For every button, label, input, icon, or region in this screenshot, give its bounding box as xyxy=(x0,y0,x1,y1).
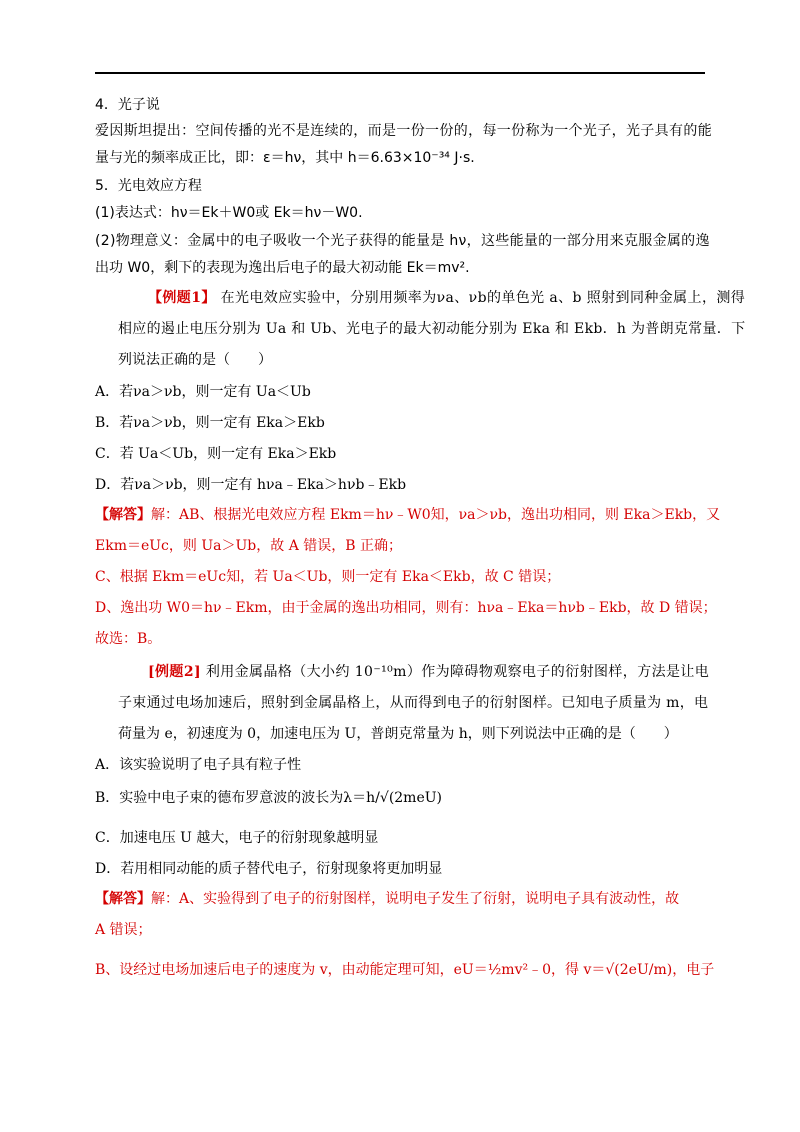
example-1-tag: 【例题1】 xyxy=(148,290,216,306)
example-1-solution-4: D、逸出功 W0＝hν﹣Ekm，由于金属的逸出功相同，则有：hνa﹣Eka＝hνb﹣Ekb，故 D 错误； xyxy=(95,600,717,616)
section-5-meaning-2: 出功 W0，剩下的表现为逸出后电子的最大初动能 Ek＝mv². xyxy=(95,260,470,276)
example-1-option-b: B．若νa＞νb，则一定有 Eka＞Ekb xyxy=(95,415,325,431)
example-1-option-c: C．若 Ua＜Ub，则一定有 Eka＞Ekb xyxy=(95,446,337,462)
example-2-question-1: [例题2] 利用金属晶格（大小约 10⁻¹⁰m）作为障碍物观察电子的衍射图样，方法是让电 xyxy=(148,664,710,680)
example-1-question-3: 列说法正确的是（ ） xyxy=(118,352,272,368)
example-1-solution-1: 【解答】解：AB、根据光电效应方程 Ekm＝hν﹣W0知，νa＞νb，逸出功相同，则 Eka＞Ekb，又 xyxy=(95,507,721,523)
example-2-solution-2: A 错误； xyxy=(95,922,152,938)
example-2-solution-tag: 【解答】 xyxy=(95,891,151,907)
section-5-expression: (1)表达式：hν＝Ek＋W0或 Ek＝hν－W0. xyxy=(95,205,363,221)
example-1-option-d: D．若νa＞νb，则一定有 hνa﹣Eka＞hνb﹣Ekb xyxy=(95,477,407,493)
section-4-text-1: 爱因斯坦提出：空间传播的光不是连续的，而是一份一份的，每一份称为一个光子，光子具有的能 xyxy=(95,123,713,139)
example-2-tag: [例题2] xyxy=(148,664,201,680)
example-1-question-1: 【例题1】 在光电效应实验中，分别用频率为νa、νb的单色光 a、b 照射到同种金属上，测得 xyxy=(148,290,746,306)
example-2-solution-3: B、设经过电场加速后电子的速度为 v，由动能定理可知，eU＝½mv²﹣0，得 v＝√(2eU/m)，电子 xyxy=(95,962,715,978)
example-2-option-d: D．若用相同动能的质子替代电子，衍射现象将更加明显 xyxy=(95,861,443,877)
example-2-solution-1: 【解答】解：A、实验得到了电子的衍射图样，说明电子发生了衍射，说明电子具有波动性，故 xyxy=(95,891,680,907)
example-2-question-3: 荷量为 e，初速度为 0，加速电压为 U，普朗克常量为 h，则下列说法中正确的是（ ） xyxy=(118,726,678,742)
example-2-option-a: A．该实验说明了电子具有粒子性 xyxy=(95,757,302,773)
example-1-solution-3: C、根据 Ekm＝eUc知，若 Ua＜Ub，则一定有 Eka＜Ekb，故 C 错误； xyxy=(95,569,561,585)
example-1-option-a: A．若νa＞νb，则一定有 Ua＜Ub xyxy=(95,384,311,400)
section-5-meaning-1: (2)物理意义：金属中的电子吸收一个光子获得的能量是 hν，这些能量的一部分用来克服金属的逸 xyxy=(95,233,710,249)
section-5-heading: 5．光电效应方程 xyxy=(95,178,202,194)
example-2-option-c: C．加速电压 U 越大，电子的衍射现象越明显 xyxy=(95,830,379,846)
example-2-question-2: 子束通过电场加速后，照射到金属晶格上，从而得到电子的衍射图样。已知电子质量为 m，电 xyxy=(118,695,709,711)
section-4-text-2: 量与光的频率成正比，即：ε＝hν，其中 h＝6.63×10⁻³⁴ J·s. xyxy=(95,150,475,166)
example-1-solution-2: Ekm＝eUc，则 Ua＞Ub，故 A 错误，B 正确； xyxy=(95,538,403,554)
header-rule xyxy=(95,72,705,74)
example-2-option-b: B．实验中电子束的德布罗意波的波长为λ＝h/√(2meU) xyxy=(95,790,443,806)
example-1-solution-tag: 【解答】 xyxy=(95,507,151,523)
example-1-solution-5: 故选：B。 xyxy=(95,631,162,647)
example-1-question-2: 相应的遏止电压分别为 Ua 和 Ub、光电子的最大初动能分别为 Eka 和 Ekb．h 为普朗克常量．下 xyxy=(118,321,746,337)
section-4-heading: 4．光子说 xyxy=(95,97,160,113)
